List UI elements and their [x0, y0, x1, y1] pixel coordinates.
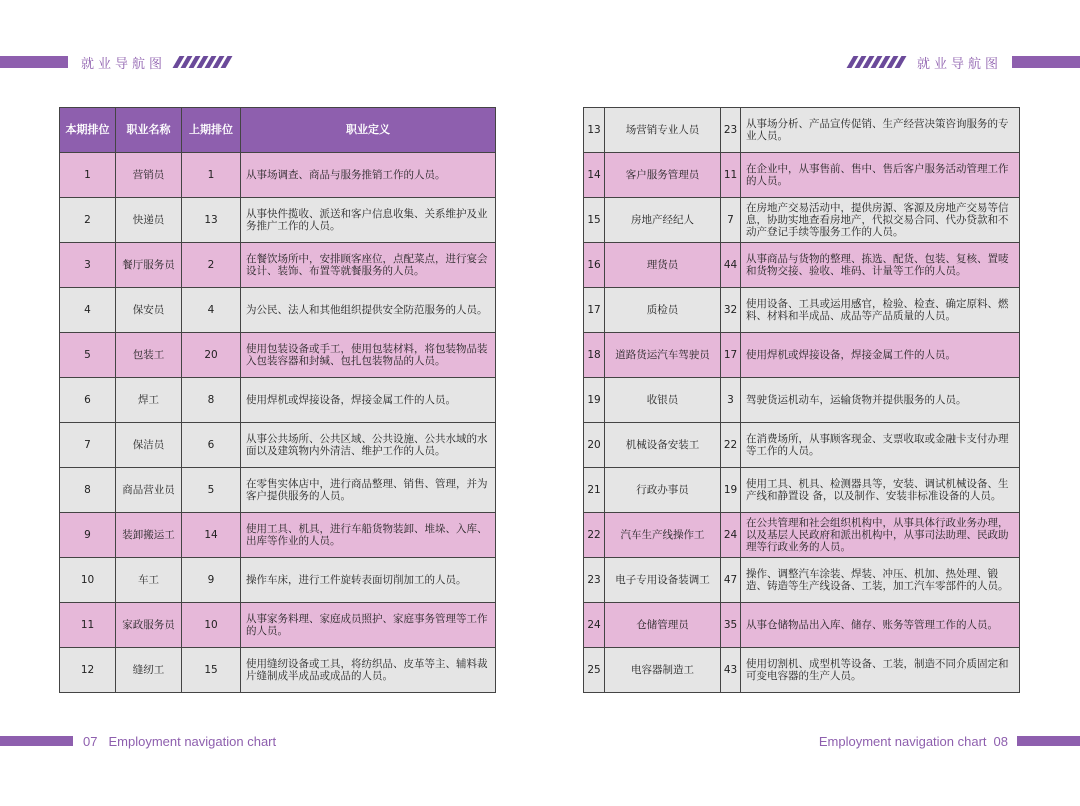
- rank-cell: 18: [584, 333, 605, 378]
- rank-cell: 8: [60, 468, 116, 513]
- def-cell: 从事家务料理、家庭成员照护、家庭事务管理等工作的人员。: [241, 603, 496, 648]
- table-row: [584, 513, 1020, 558]
- rank-cell: 4: [60, 288, 116, 333]
- header-right: [850, 54, 1080, 70]
- def-cell: 为公民、法人和其他组织提供安全防范服务的人员。: [241, 288, 496, 333]
- prev-cell: 17: [721, 333, 741, 378]
- prev-cell: 14: [182, 513, 241, 558]
- prev-cell: 8: [182, 378, 241, 423]
- name-cell: 理货员: [605, 243, 721, 288]
- table-row: [584, 423, 1020, 468]
- rank-cell: 17: [584, 288, 605, 333]
- rank-cell: 21: [584, 468, 605, 513]
- header-name: 职业名称: [116, 108, 182, 153]
- table-row: [60, 648, 496, 693]
- name-cell: 家政服务员: [116, 603, 182, 648]
- name-cell: 行政办事员: [605, 468, 721, 513]
- def-cell: 驾驶货运机动车，运输货物并提供服务的人员。: [741, 378, 1020, 423]
- rank-cell: 22: [584, 513, 605, 558]
- table-row: [584, 603, 1020, 648]
- name-cell: 保安员: [116, 288, 182, 333]
- rank-cell: 19: [584, 378, 605, 423]
- rank-cell: 6: [60, 378, 116, 423]
- name-cell: 餐厅服务员: [116, 243, 182, 288]
- prev-cell: 2: [182, 243, 241, 288]
- footer-right: [819, 734, 1080, 748]
- name-cell: 保洁员: [116, 423, 182, 468]
- rank-cell: 9: [60, 513, 116, 558]
- rank-cell: 23: [584, 558, 605, 603]
- name-cell: 汽车生产线操作工: [605, 513, 721, 558]
- rank-cell: 13: [584, 108, 605, 153]
- footer-left: [0, 734, 276, 748]
- prev-cell: 47: [721, 558, 741, 603]
- career-table-right: [583, 107, 1020, 693]
- prev-cell: 43: [721, 648, 741, 693]
- header-right-title: 就业导航图: [916, 56, 1002, 72]
- table-row: [60, 513, 496, 558]
- name-cell: 收银员: [605, 378, 721, 423]
- prev-cell: 3: [721, 378, 741, 423]
- career-table-left: [59, 107, 496, 693]
- table-row: [584, 558, 1020, 603]
- table-row: [60, 468, 496, 513]
- rank-cell: 14: [584, 153, 605, 198]
- name-cell: 焊工: [116, 378, 182, 423]
- def-cell: 从事仓储物品出入库、储存、账务等管理工作的人员。: [741, 603, 1020, 648]
- footer-left-page-number: 07: [83, 733, 98, 749]
- prev-cell: 35: [721, 603, 741, 648]
- prev-cell: 22: [721, 423, 741, 468]
- name-cell: 客户服务管理员: [605, 153, 721, 198]
- table-row: [60, 603, 496, 648]
- name-cell: 包装工: [116, 333, 182, 378]
- footer-right-bar: [1017, 736, 1080, 746]
- def-cell: 从事公共场所、公共区域、公共设施、公共水域的水面以及建筑物内外清洁、维护工作的人员。: [241, 423, 496, 468]
- rank-cell: 16: [584, 243, 605, 288]
- def-cell: 操作、调整汽车涂装、焊装、冲压、机加、热处理、锻造、铸造等生产线设备、工装，加工汽车零部件的人员。: [741, 558, 1020, 603]
- table-row: [60, 333, 496, 378]
- rank-cell: 20: [584, 423, 605, 468]
- def-cell: 使用工具、机具、检测器具等，安装、调试机械设备、生产线和静置设 备，以及制作、安装非标准设备的人员。: [741, 468, 1020, 513]
- table-row: [60, 243, 496, 288]
- footer-right-text: Employment navigation chart: [818, 733, 987, 749]
- rank-cell: 2: [60, 198, 116, 243]
- prev-cell: 32: [721, 288, 741, 333]
- def-cell: 从事商品与货物的整理、拣选、配货、包装、复核、置唛和货物交接、验收、堆码、计量等工作的人员。: [741, 243, 1020, 288]
- rank-cell: 24: [584, 603, 605, 648]
- header-left-stripes: [176, 56, 229, 68]
- prev-cell: 23: [721, 108, 741, 153]
- table-row: [60, 558, 496, 603]
- table-row: [60, 378, 496, 423]
- prev-cell: 20: [182, 333, 241, 378]
- def-cell: 在公共管理和社会组织机构中，从事具体行政业务办理，以及基层人民政府和派出机构中，从事司法助理、民政助理等行政业务的人员。: [741, 513, 1020, 558]
- table-row: [584, 288, 1020, 333]
- rank-cell: 25: [584, 648, 605, 693]
- rank-cell: 7: [60, 423, 116, 468]
- name-cell: 车工: [116, 558, 182, 603]
- prev-cell: 13: [182, 198, 241, 243]
- name-cell: 商品营业员: [116, 468, 182, 513]
- name-cell: 快递员: [116, 198, 182, 243]
- def-cell: 使用包装设备或手工，使用包装材料，将包装物品装入包装容器和封缄、包扎包装物品的人员。: [241, 333, 496, 378]
- rank-cell: 12: [60, 648, 116, 693]
- header-right-stripes: [850, 56, 903, 68]
- table-row: [584, 243, 1020, 288]
- prev-cell: 24: [721, 513, 741, 558]
- header-right-bar: [1012, 56, 1080, 68]
- rank-cell: 3: [60, 243, 116, 288]
- def-cell: 操作车床，进行工件旋转表面切削加工的人员。: [241, 558, 496, 603]
- name-cell: 场营销专业人员: [605, 108, 721, 153]
- def-cell: 使用焊机或焊接设备，焊接金属工件的人员。: [241, 378, 496, 423]
- table-row: [584, 108, 1020, 153]
- header-rank: 本期排位: [60, 108, 116, 153]
- rank-cell: 15: [584, 198, 605, 243]
- header-prev: 上期排位: [182, 108, 241, 153]
- prev-cell: 19: [721, 468, 741, 513]
- prev-cell: 6: [182, 423, 241, 468]
- prev-cell: 11: [721, 153, 741, 198]
- table-row: [584, 378, 1020, 423]
- table-row: [584, 333, 1020, 378]
- def-cell: 使用设备、工具或运用感官，检验、检查、确定原料、燃料、材料和半成品、成品等产品质量的人员。: [741, 288, 1020, 333]
- name-cell: 电容器制造工: [605, 648, 721, 693]
- table-row: [584, 153, 1020, 198]
- prev-cell: 1: [182, 153, 241, 198]
- def-cell: 使用焊机或焊接设备，焊接金属工件的人员。: [741, 333, 1020, 378]
- header-left: [0, 54, 229, 70]
- name-cell: 质检员: [605, 288, 721, 333]
- def-cell: 在企业中，从事售前、售中、售后客户服务活动管理工作的人员。: [741, 153, 1020, 198]
- def-cell: 使用工具、机具，进行车船货物装卸、堆垛、入库、出库等作业的人员。: [241, 513, 496, 558]
- header-def: 职业定义: [241, 108, 496, 153]
- prev-cell: 44: [721, 243, 741, 288]
- name-cell: 道路货运汽车驾驶员: [605, 333, 721, 378]
- def-cell: 使用缝纫设备或工具，将纺织品、皮革等主、辅料裁片缝制成半成品或成品的人员。: [241, 648, 496, 693]
- name-cell: 仓储管理员: [605, 603, 721, 648]
- header-left-title: 就业导航图: [81, 56, 167, 72]
- def-cell: 使用切割机、成型机等设备、工装，制造不同介质固定和可变电容器的生产人员。: [741, 648, 1020, 693]
- table-header-row: [60, 108, 496, 153]
- footer-left-bar: [0, 736, 73, 746]
- def-cell: 从事场调查、商品与服务推销工作的人员。: [241, 153, 496, 198]
- prev-cell: 15: [182, 648, 241, 693]
- def-cell: 从事场分析、产品宣传促销、生产经营决策咨询服务的专业人员。: [741, 108, 1020, 153]
- table-row: [584, 648, 1020, 693]
- name-cell: 缝纫工: [116, 648, 182, 693]
- prev-cell: 9: [182, 558, 241, 603]
- table-row: [584, 198, 1020, 243]
- name-cell: 营销员: [116, 153, 182, 198]
- rank-cell: 11: [60, 603, 116, 648]
- table-row: [60, 288, 496, 333]
- def-cell: 在餐饮场所中，安排顾客座位，点配菜点，进行宴会设计、装饰、布置等就餐服务的人员。: [241, 243, 496, 288]
- def-cell: 在消费场所，从事顾客现金、支票收取或金融卡支付办理等工作的人员。: [741, 423, 1020, 468]
- table-row: [60, 198, 496, 243]
- table-row: [584, 468, 1020, 513]
- footer-right-page-number: 08: [993, 733, 1008, 749]
- def-cell: 从事快件揽收、派送和客户信息收集、关系维护及业务推广工作的人员。: [241, 198, 496, 243]
- rank-cell: 1: [60, 153, 116, 198]
- prev-cell: 10: [182, 603, 241, 648]
- name-cell: 机械设备安装工: [605, 423, 721, 468]
- name-cell: 电子专用设备装调工: [605, 558, 721, 603]
- table-row: [60, 423, 496, 468]
- footer-left-text: Employment navigation chart: [108, 733, 277, 749]
- table-row: [60, 153, 496, 198]
- def-cell: 在房地产交易活动中，提供房源、客源及房地产交易等信息，协助实地查看房地产，代拟交易合同、代办贷款和不动产登记手续等服务工作的人员。: [741, 198, 1020, 243]
- prev-cell: 7: [721, 198, 741, 243]
- prev-cell: 5: [182, 468, 241, 513]
- rank-cell: 10: [60, 558, 116, 603]
- name-cell: 装卸搬运工: [116, 513, 182, 558]
- header-left-bar: [0, 56, 68, 68]
- def-cell: 在零售实体店中，进行商品整理、销售、管理，并为客户提供服务的人员。: [241, 468, 496, 513]
- name-cell: 房地产经纪人: [605, 198, 721, 243]
- rank-cell: 5: [60, 333, 116, 378]
- prev-cell: 4: [182, 288, 241, 333]
